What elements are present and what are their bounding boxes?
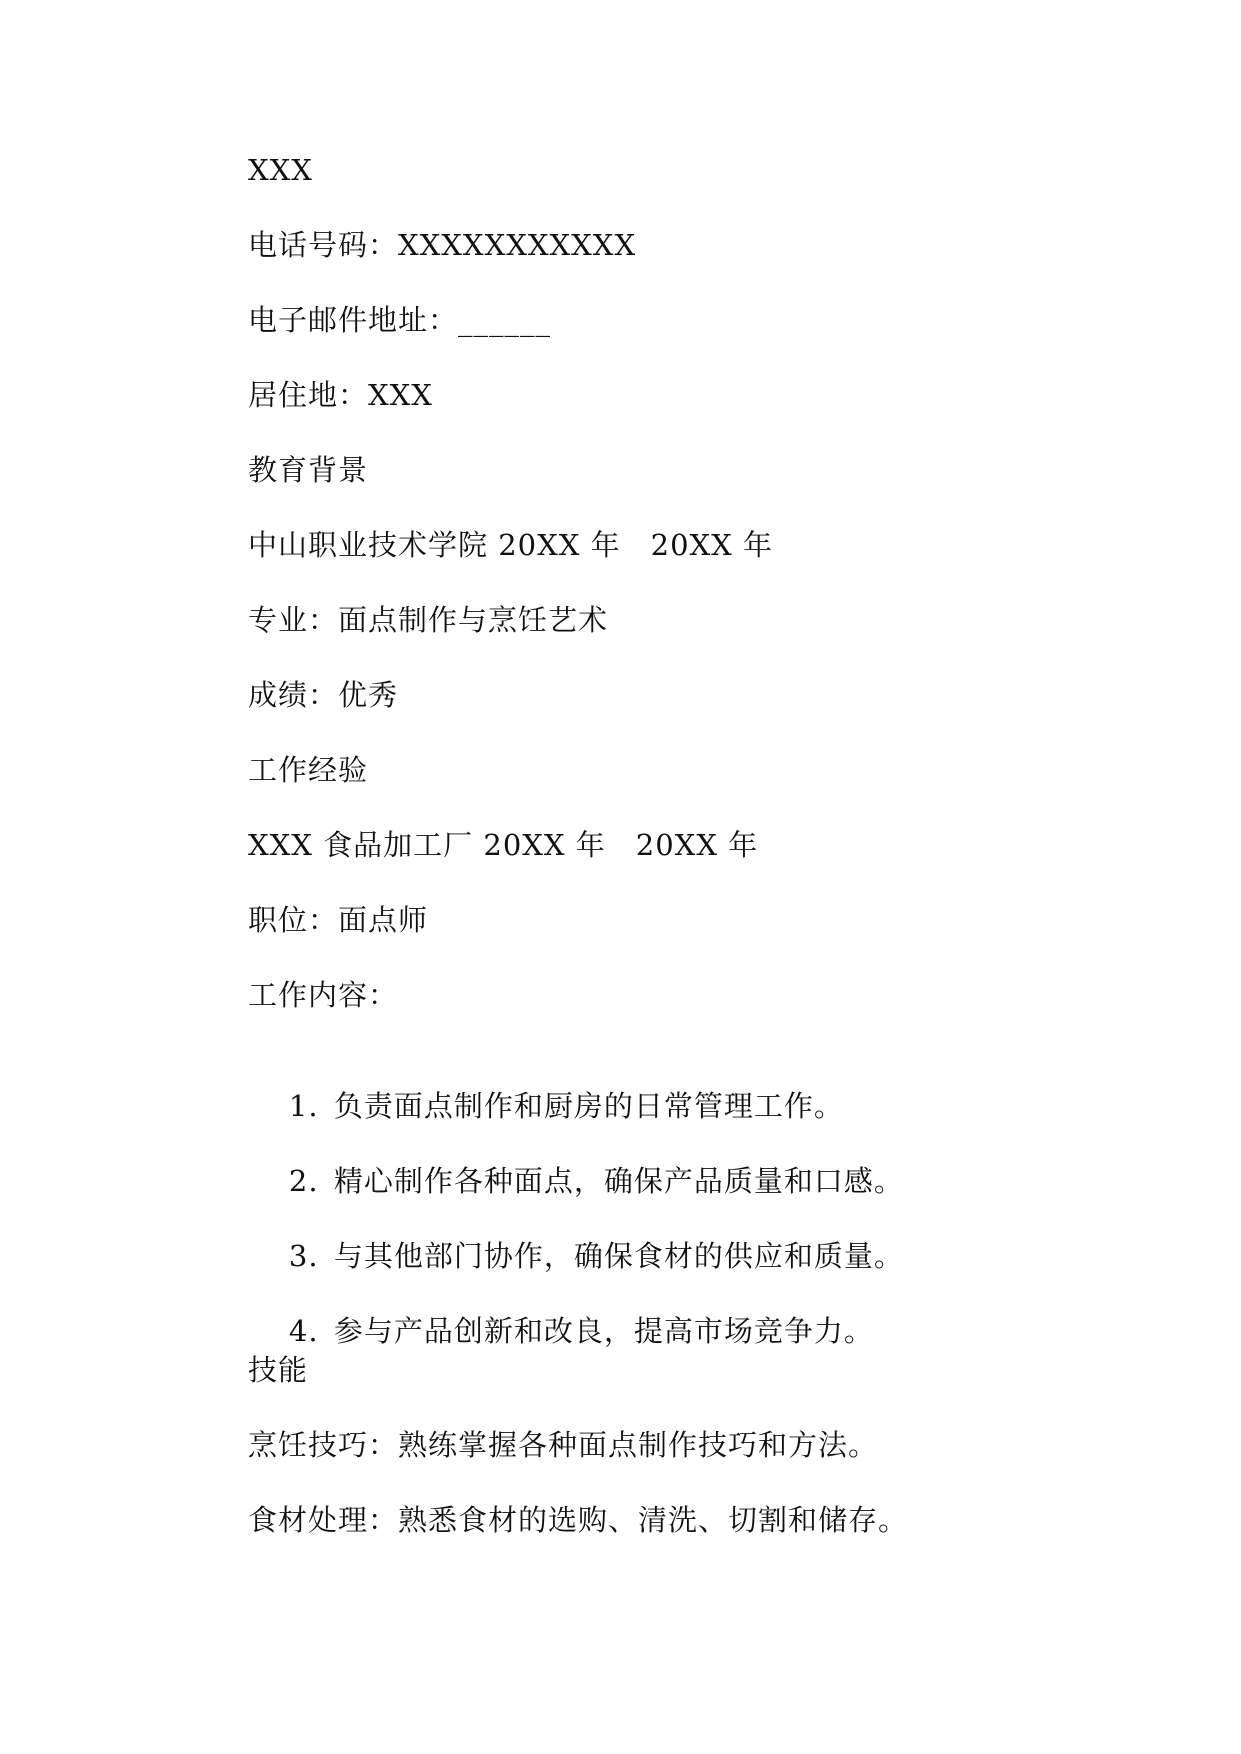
employer-line: XXX 食品加工厂 20XX 年 20XX 年	[248, 828, 759, 862]
list-item-text: 精心制作各种面点，确保产品质量和口感。	[333, 1164, 904, 1198]
list-item-number: 4.	[288, 1314, 319, 1348]
skill-cooking-line: 烹饪技巧：熟练掌握各种面点制作技巧和方法。	[248, 1428, 879, 1462]
skills-heading: 技能	[248, 1353, 309, 1387]
list-item-number: 1.	[288, 1089, 319, 1123]
resume-name: XXX	[248, 153, 313, 187]
work-heading: 工作经验	[248, 753, 369, 787]
list-item-number: 3.	[288, 1239, 319, 1273]
position-line: 职位：面点师	[248, 903, 429, 937]
grade-line: 成绩：优秀	[248, 678, 399, 712]
major-line: 专业：面点制作与烹饪艺术	[248, 603, 609, 637]
residence-line: 居住地：XXX	[248, 378, 433, 412]
duties-heading: 工作内容：	[248, 978, 399, 1012]
list-item-number: 2.	[288, 1164, 319, 1198]
list-item-text: 参与产品创新和改良，提高市场竞争力。	[333, 1314, 874, 1348]
list-item	[248, 1277, 874, 1385]
email-line: 电子邮件地址：______	[248, 303, 552, 337]
phone-line: 电话号码：XXXXXXXXXXX	[248, 228, 637, 262]
list-item-text: 与其他部门协作，确保食材的供应和质量。	[333, 1239, 904, 1273]
school-line: 中山职业技术学院 20XX 年 20XX 年	[248, 528, 774, 562]
list-item-text: 负责面点制作和厨房的日常管理工作。	[333, 1089, 844, 1123]
education-heading: 教育背景	[248, 453, 369, 487]
skill-ingredients-line: 食材处理：熟悉食材的选购、清洗、切割和储存。	[248, 1503, 909, 1537]
